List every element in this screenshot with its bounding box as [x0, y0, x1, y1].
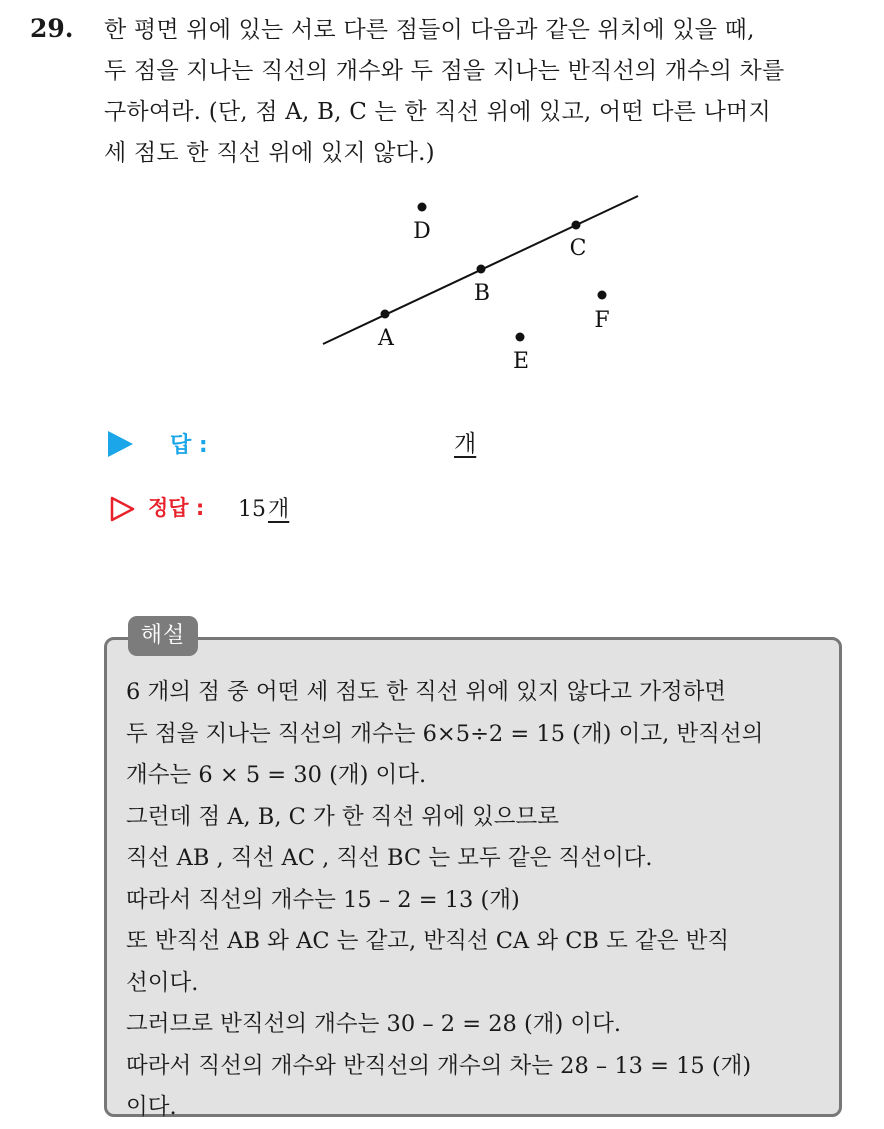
correct-answer-value: 15 — [238, 497, 266, 522]
explanation-badge: 해설 — [128, 616, 198, 656]
explanation-line: 그러므로 반직선의 개수는 30 – 2 = 28 (개) 이다. — [126, 1011, 622, 1037]
question-line: 한 평면 위에 있는 서로 다른 점들이 다음과 같은 위치에 있을 때, — [104, 17, 755, 43]
point-d-label: D — [413, 219, 431, 244]
point-a-dot — [381, 310, 390, 319]
answer-row — [108, 425, 608, 465]
point-e-dot — [516, 333, 525, 342]
point-a-label: A — [378, 326, 394, 351]
points-diagram — [310, 185, 660, 385]
explanation-line: 선이다. — [126, 969, 199, 996]
question-text — [104, 10, 874, 174]
play-arrow-icon — [108, 431, 133, 457]
explanation-line: 6 개의 점 중 어떤 세 점도 한 직선 위에 있지 않다고 가정하면 — [126, 679, 727, 705]
explanation-line: 그런데 점 A, B, C 가 한 직선 위에 있으므로 — [126, 803, 559, 830]
point-d-dot — [418, 203, 427, 212]
explanation-line: 개수는 6 × 5 = 30 (개) 이다. — [126, 762, 427, 788]
point-b-label: B — [473, 281, 491, 306]
point-f-dot — [598, 291, 607, 300]
explanation-line: 이다. — [126, 1094, 177, 1120]
explanation-line: 직선 AB , 직선 AC , 직선 BC 는 모두 같은 직선이다. — [126, 845, 653, 871]
point-e-label: E — [512, 349, 530, 374]
answer-label: 답 : — [170, 433, 208, 458]
geometry-figure — [310, 185, 660, 385]
explanation-text — [126, 672, 836, 1129]
correct-answer-value-wrap — [238, 492, 289, 523]
explanation-line: 따라서 직선의 개수는 15 – 2 = 13 (개) — [126, 886, 520, 913]
question-line: 두 점을 지나는 직선의 개수와 두 점을 지나는 반직선의 개수의 차를 — [104, 58, 785, 84]
point-f-label: F — [594, 308, 610, 333]
question-number: 29. — [30, 14, 74, 43]
correct-answer-label: 정답 : — [148, 496, 205, 520]
explanation-line: 따라서 직선의 개수와 반직선의 개수의 차는 28 – 13 = 15 (개) — [126, 1052, 752, 1079]
point-c-label: C — [569, 236, 587, 261]
point-c-dot — [572, 221, 581, 230]
explanation-line: 두 점을 지나는 직선의 개수는 6×5÷2 = 15 (개) 이고, 반직선의 — [126, 720, 764, 747]
answer-unit: 개 — [454, 431, 477, 457]
explanation-line: 또 반직선 AB 와 AC 는 같고, 반직선 CA 와 CB 도 같은 반직 — [126, 928, 730, 954]
question-line: 구하여라. (단, 점 A, B, C 는 한 직선 위에 있고, 어떤 다른 나머지 — [104, 99, 771, 125]
point-b-dot — [477, 265, 486, 274]
correct-answer-row — [108, 490, 608, 530]
outline-arrow-icon — [110, 496, 136, 522]
correct-answer-unit: 개 — [268, 497, 290, 522]
question-line: 세 점도 한 직선 위에 있지 않다.) — [104, 140, 435, 166]
